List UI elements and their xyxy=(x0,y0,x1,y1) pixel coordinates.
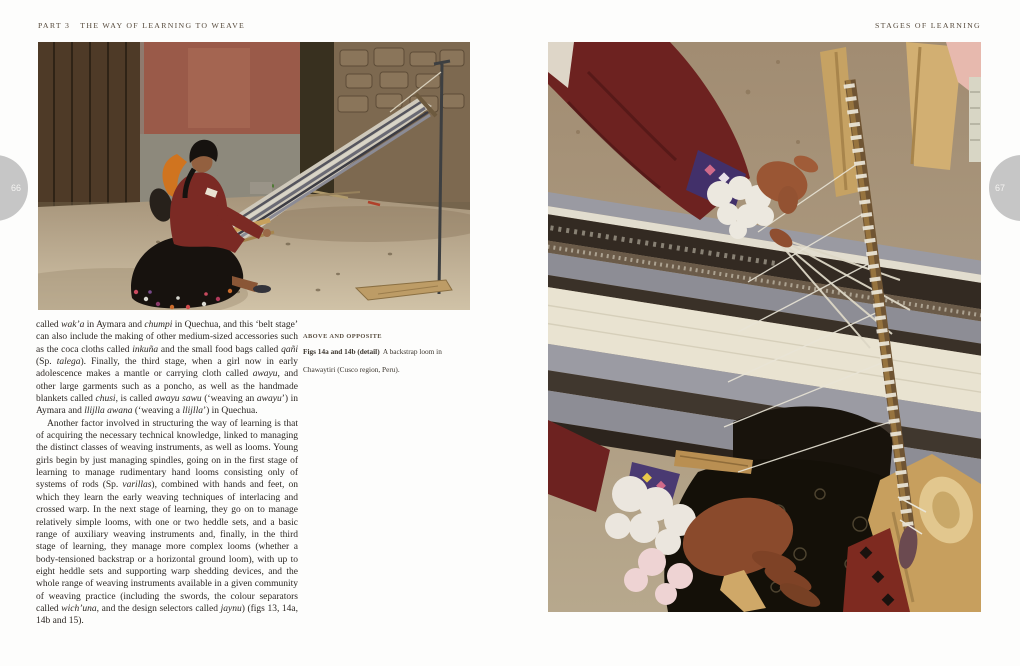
page-number-left: 66 xyxy=(10,183,21,193)
woven-strap xyxy=(969,77,981,162)
page-tab-right xyxy=(989,155,1020,221)
caption-text: A backstrap loom in Chawaytiri (Cusco region, Peru). xyxy=(303,347,442,374)
body-paragraph: Another factor involved in structuring the way of learning is that of acquiring the necessary technical knowledge, linked to managing the distinct classes of weaving instruments, as well as looms. Young girls begin by just managing spindles, going on in the first stage of learning to manage rudimentary hand looms consisting only of systems of rods (Sp. varillas), combined with hands and feet, on which they learn the early weaving techniques of interlacing and crossed warp. In the next stage of learning, they go on to manage relatively simple looms, with one or two heddle sets, and a basic range of auxiliary weaving instruments and, finally, in the third stage of learning, they manage more complex looms (whether a body-tensioned backstrap or a horizontal ground loom), with up to eight heddle sets and supporting warp shedding devices, and the whole range of weaving instruments available in a given community of weaving practice (including the swords, the colour separators called wich’una, and the design selectors called jaynu) (figs 13, 14a, 14b and 15). xyxy=(36,418,299,627)
caption-figure-label: Figs 14a and 14b (detail) xyxy=(303,347,380,356)
photo-backstrap-loom-outdoor xyxy=(38,42,470,310)
photo-left-illustration xyxy=(38,42,470,310)
caption-kicker: ABOVE AND OPPOSITE xyxy=(303,333,382,340)
body-paragraph: called wak’a in Aymara and chumpi in Quechua, and this ‘belt stage’ can also include the making of other medium-sized accessories such as the coca cloths called inkuña and the small food bags called qañi (Sp. talega). Finally, the third stage, when a girl now in early adolescence makes a mantle or carrying cloth called awayu, and other large garments such as a poncho, as well as the handmade blankets called chusi, is called awayu sawu (‘weaving an awayu’) in Aymara and llijlla awana (‘weaving a llijlla’) in Quechua. xyxy=(36,320,299,417)
running-head-left xyxy=(38,21,245,30)
figure-caption xyxy=(303,333,475,377)
running-head-right xyxy=(875,21,981,30)
page-number-right: 67 xyxy=(995,183,1006,193)
page-tab-left xyxy=(0,155,28,221)
photo-backstrap-loom-detail xyxy=(548,42,981,612)
photo-right-illustration xyxy=(548,42,981,612)
weaver-sandal xyxy=(253,285,271,293)
weaver-hand xyxy=(263,229,271,237)
body-text xyxy=(36,319,298,628)
chapter-title: THE WAY OF LEARNING TO WEAVE xyxy=(80,21,246,30)
part-number: PART 3 xyxy=(38,21,71,30)
section-title: STAGES OF LEARNING xyxy=(875,21,981,30)
